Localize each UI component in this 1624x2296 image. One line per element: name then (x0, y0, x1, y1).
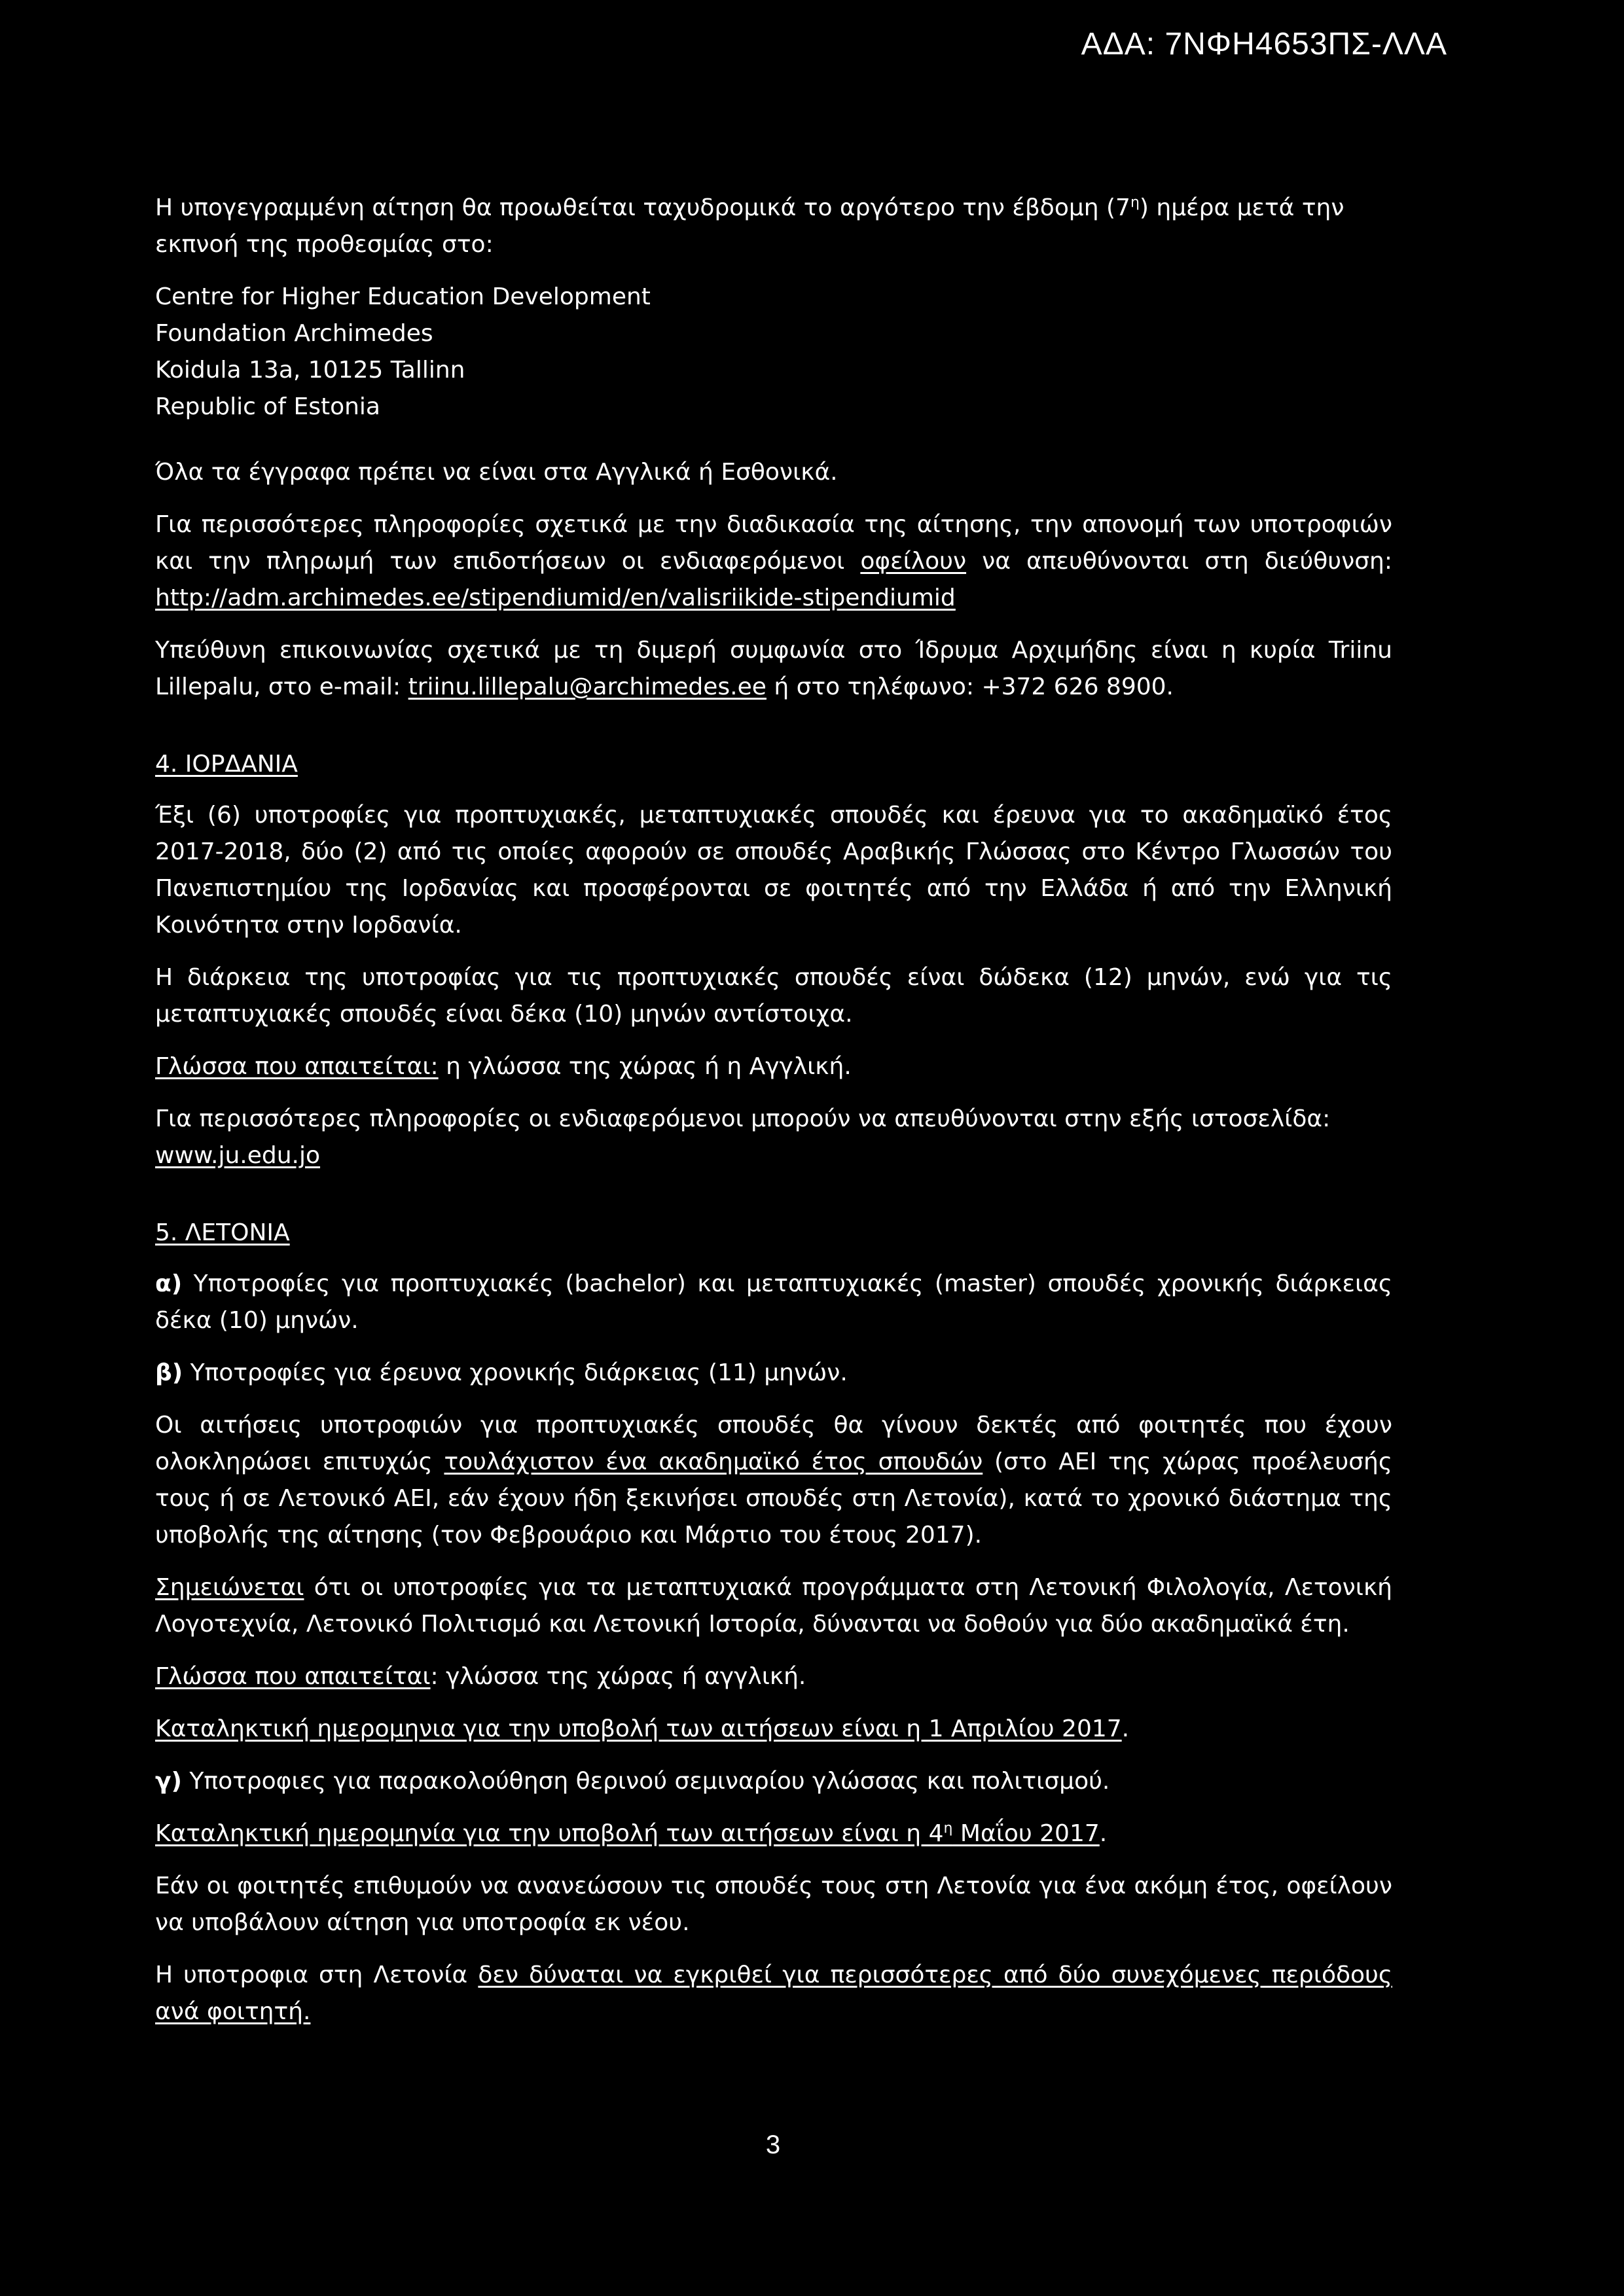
ju-website-link[interactable]: www.ju.edu.jo (155, 1142, 321, 1169)
latvia-item-a: α) Υποτροφίες για προπτυχιακές (bachelor) και μεταπτυχιακές (master) σπουδές χρονικής διάρκειας δέκα (10) μηνών. (155, 1270, 1392, 1334)
latvia-deadline-1: Καταληκτική ημερομηνια για την υποβολή των αιτήσεων είναι η 1 Απριλίου 2017. (155, 1715, 1130, 1742)
page-number: 3 (765, 2130, 781, 2159)
jordan-language-paragraph: Γλώσσα που απαιτείται: η γλώσσα της χώρας ή η Αγγλική. (155, 1053, 852, 1080)
address-line: Koidula 13a, 10125 Tallinn (155, 357, 465, 384)
latvia-applications-paragraph: Οι αιτήσεις υποτροφιών για προπτυχιακές σπουδές θα γίνουν δεκτές από φοιτητές που έχουν ολοκληρώσει επιτυχώς τουλάχιστον ένα ακαδημαϊκό έτος σπουδών (στο ΑΕΙ της χώρας προέλευσής τους ή σε Λετονικό ΑΕΙ, εάν έχουν ήδη ξεκινήσει σπουδές στη Λετονία), κατά το χρονικό διάστημα της υποβολής της αίτησης (τον Φεβρουάριο και Μάρτιο του έτους 2017). (155, 1412, 1392, 1549)
address-line: Centre for Higher Education Development (155, 283, 651, 310)
languages-note: Όλα τα έγγραφα πρέπει να είναι στα Αγγλικά ή Εσθονικά. (155, 459, 838, 486)
archimedes-link[interactable]: http://adm.archimedes.ee/stipendiumid/en/valisriikide-stipendiumid (155, 584, 956, 611)
latvia-item-b: β) Υποτροφίες για έρευνα χρονικής διάρκειας (11) μηνών. (155, 1359, 848, 1386)
section-heading-latvia: 5. ΛΕΤΟΝΙΑ (155, 1219, 290, 1246)
section-heading-jordan: 4. ΙΟΡΔΑΝΙΑ (155, 751, 298, 778)
document-body (155, 190, 1392, 2046)
ada-code: ΑΔΑ: 7ΝΦΗ4653ΠΣ-ΛΛΑ (1081, 27, 1447, 62)
address-line: Republic of Estonia (155, 393, 380, 420)
latvia-deadline-2: Καταληκτική ημερομηνία για την υποβολή των αιτήσεων είναι η $4^\eta$ Μαΐου 2017. (155, 1820, 1108, 1847)
estonia-info-paragraph: Για περισσότερες πληροφορίες σχετικά με την διαδικασία της αίτησης, την απονομή των υποτροφιών και την πληρωμή των επιδοτήσεων οι ενδιαφερόμενοι οφείλουν να απευθύνονται στη διεύθυνση: http://adm.archimedes.ee/stipendiumid/en/valisriikide-stipendiumid (155, 511, 1392, 611)
address-line: Foundation Archimedes (155, 320, 433, 347)
latvia-language-paragraph: Γλώσσα που απαιτείται: γλώσσα της χώρας ή αγγλική. (155, 1663, 806, 1690)
submission-paragraph: Η υπογεγραμμένη αίτηση θα προωθείται ταχυδρομικά το αργότερο την έβδομη $(7^\eta)$ ημέρα μετά την εκπνοή της προθεσμίας στο: (155, 194, 1344, 258)
latvia-item-c: γ) Υποτροφιες για παρακολούθηση θερινού σεμιναρίου γλώσσας και πολιτισμού. (155, 1768, 1110, 1795)
jordan-duration-paragraph: Η διάρκεια της υποτροφίας για τις προπτυχιακές σπουδές είναι δώδεκα (12) μηνών, ενώ για τις μεταπτυχιακές σπουδές είναι δέκα (10) μηνών αντίστοιχα. (155, 964, 1392, 1028)
latvia-note-paragraph: Σημειώνεται ότι οι υποτροφίες για τα μεταπτυχιακά προγράμματα στη Λετονική Φιλολογία, Λετονική Λογοτεχνία, Λετονικό Πολιτισμό και Λετονική Ιστορία, δύνανται να δοθούν για δύο ακαδημαϊκά έτη. (155, 1574, 1392, 1638)
jordan-scholarships-paragraph: Έξι (6) υποτροφίες για προπτυχιακές, μεταπτυχιακές σπουδές και έρευνα για το ακαδημαϊκό έτος 2017-2018, δύο (2) από τις οποίες αφορούν σε σπουδές Αραβικής Γλώσσας στο Κέντρο Γλωσσών του Πανεπιστημίου της Ιορδανίας και προσφέρονται σε φοιτητές από την Ελλάδα ή από την Ελληνική Κοινότητα στην Ιορδανία. (155, 802, 1392, 939)
estonia-contact-paragraph: Υπεύθυνη επικοινωνίας σχετικά με τη διμερή συμφωνία στο Ίδρυμα Αρχιμήδης είναι η κυρία Triinu Lillepalu, στο e-mail: triinu.lillepalu@archimedes.ee ή στο τηλέφωνο: +372 626 8900. (155, 637, 1392, 700)
contact-email-link[interactable]: triinu.lillepalu@archimedes.ee (408, 673, 767, 700)
latvia-final-paragraph: Η υποτροφια στη Λετονία δεν δύναται να εγκριθεί για περισσότερες από δύο συνεχόμενες περιόδους ανά φοιτητή. (155, 1962, 1392, 2025)
postal-address (155, 279, 1392, 425)
latvia-renewal-paragraph: Εάν οι φοιτητές επιθυμούν να ανανεώσουν τις σπουδές τους στη Λετονία για ένα ακόμη έτος, οφείλουν να υποβάλουν αίτηση για υποτροφία εκ νέου. (155, 1873, 1392, 1936)
jordan-info-paragraph: Για περισσότερες πληροφορίες οι ενδιαφερόμενοι μπορούν να απευθύνονται στην εξής ιστοσελίδα: www.ju.edu.jo (155, 1105, 1331, 1169)
